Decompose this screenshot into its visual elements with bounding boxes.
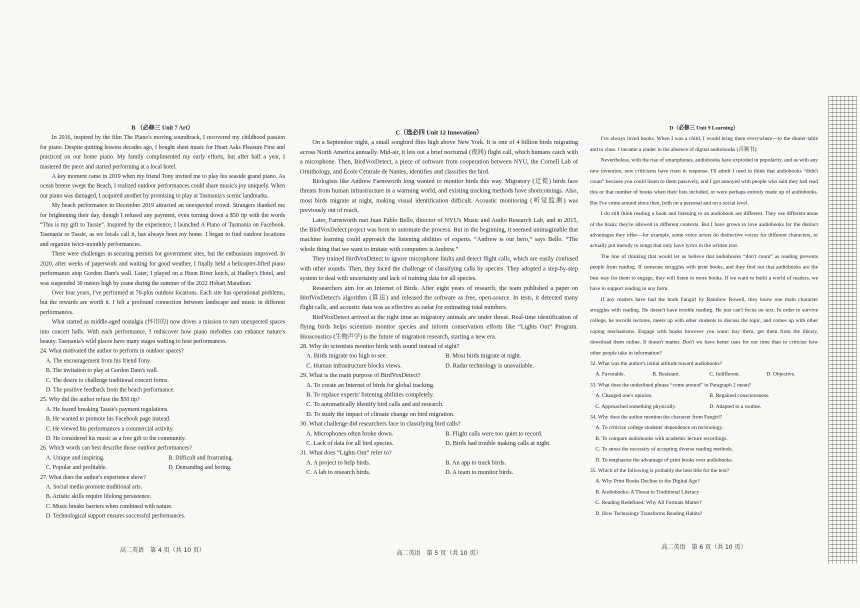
passage-paragraph: They trained BirdVoxDetect to ignore microphone faults and detect flight calls, which are easily confused with other sounds. Then, they faced the challenge of classifying calls by species. They adopted a step-by-step system to deal with uncertainty and lack of training data for all species.	[300, 255, 578, 282]
option-c: C. Human infrastructure blocks views.	[306, 361, 402, 369]
passage-paragraph: On a September night, a small songbird flies high above New York. It is one of 4 billion birds migrating across North America annually. Mid-air, it lets out a brief nocturnal (夜间) flight call, which humans catch with a microphone. Then, BirdVoxDetect, a piece of software from cooperation between NYU, the Cornell Lab of Ornithology, and École Centrale de Nantes, identifies and classifies the bird.	[300, 138, 578, 175]
section-c-heading: C（选必四 Unit 12 Innovation）	[395, 129, 483, 136]
page-footer: 高二英语 第 5 页（共 10 页）	[396, 549, 482, 557]
question-stem: 35. Which of the following is probably the best title for the text?	[590, 467, 730, 474]
option-a: A. A project to help birds.	[306, 458, 371, 466]
option-d: D. He considered his music as a free gift to the community.	[45, 434, 186, 442]
passage-paragraph: In 2016, inspired by the film The Piano's moving soundtrack, I recovered my childhood passion for piano. Despite quitting lessons decades ago, I bought sheet music for Heart Asks Pleasure First and practiced on our home piano. My family complimented my early efforts, but after half a year, I mastered the piece and started performing at a local hotel.	[40, 133, 285, 170]
question-stem: 33. What does the underlined phrase “come around” in Paragraph 2 mean?	[590, 381, 752, 388]
option-b: B. Difficult and frustrating.	[168, 453, 233, 461]
option-c: C. He viewed his performances a commercial activity.	[45, 424, 174, 432]
option-list	[300, 458, 578, 477]
option-a: A. To create an Internet of birds for global tracking.	[306, 381, 435, 389]
section-d-heading: D（必修三 Unit 9 Learning）	[669, 125, 739, 131]
option-b: B. To replace experts' listening abilities completely.	[306, 390, 435, 398]
option-b: B. He wanted to promote his Facebook page instead.	[45, 415, 171, 423]
option-a: A. Why Print Books Decline in the Digital Age?	[595, 478, 700, 485]
passage-paragraph: My beach performance in December 2019 attracted an unexpected crowd. Strangers thanked me for brightening their day, though I refused any payment, even turning down a $50 tip with the words “This is my gift to Tassie”. Inspired by the experience, I launched A Piano of Tasmania on Facebook. Tasmania or Tassie, as we locals call it, has always been my home. I began to find outdoor locations and organize twice-monthly performances.	[40, 201, 285, 248]
page-footer: 高二英语 第 6 页（共 10 页）	[661, 543, 747, 551]
passage-paragraph: A key moment came in 2019 when my friend Tony invited me to play his seaside grand piano. As ocean breeze swept the Beach, I realized outdoor performances could share music's joy uniquely. When our piano was damaged, I acquired another by promising to play at Tasmania's scenic landmarks.	[40, 172, 285, 199]
option-d: D. Objective.	[766, 371, 796, 378]
passage-paragraph: Researchers aim for an Internet of Birds. After eight years of research, the team published a paper on BirdVoxDetect's algorithm (算法) and released the software as free, open-source. In tests, it detected many flight calls, and acoustic data was as effective as radar for estimating total numbers.	[300, 284, 578, 311]
question-33	[590, 380, 818, 412]
option-a: A. The encouragement from his friend Tony.	[45, 356, 152, 364]
question-25	[40, 395, 285, 444]
option-a: A. He feared breaking Tassie's payment regulations.	[45, 405, 169, 413]
passage-paragraph: Over four years, I've performed at 70-plus outdoor locations. Each site has operational problems, but the rewards are worth it. I felt a profound connection between landscape and music in different performances.	[40, 288, 285, 316]
option-list	[40, 482, 285, 521]
option-a: A. Microphones often broke down.	[306, 429, 394, 437]
question-stem: 26. Which words can best describe those outdoor performances?	[40, 444, 193, 452]
question-stem: 28. Why do scientists monitor birds with sound instead of sight?	[300, 342, 460, 350]
passage-paragraph: I do still think reading a book and listening to an audiobook are different. They use different areas of the brain; they're allowed in different contexts. But I have grown to love audiobooks for the distinct advantages they offer—for example, some voice actors do distinctive voices for different characters, or actually put melody to songs that only have lyrics in the written text.	[590, 210, 818, 249]
option-b: B. Audiobooks: A Threat to Traditional Literacy	[595, 488, 700, 495]
option-c: C. A lab to research birds.	[306, 468, 371, 476]
question-29	[300, 371, 578, 420]
option-c: C. Lack of data for all bird species.	[306, 439, 394, 447]
page-6-column	[590, 123, 818, 519]
passage-paragraph: Later, Farnsworth met Juan Pablo Bello, director of NYU's Music and Audio Research Lab, and in 2015, the BirdVoxDetect project was born to automate the process. But in the beginning, it seemed unimaginable that machine learning could approach the listening abilities of experts. “Andrew is our hero,” says Bello. “The whole thing that we want to imitate with computers is Andrew.”	[300, 216, 578, 253]
option-d: D. To study the impact of climate change on bird migration.	[306, 410, 455, 418]
question-stem: 34. Why does the author mention the character from Fangirl?	[590, 413, 723, 420]
option-b: B. Flight calls were too quiet to record.	[445, 429, 543, 437]
option-a: A. To criticize college students' dependence on technology.	[595, 424, 724, 431]
option-list	[300, 351, 578, 370]
option-b: B. The invitation to play at Gordon Dam's wall.	[45, 366, 159, 374]
binding-margin-strip	[828, 96, 857, 564]
option-a: A. Birds migrate too high to see.	[306, 352, 388, 360]
option-list	[590, 391, 818, 412]
option-list	[300, 429, 578, 448]
question-stem: 30. What challenge did researchers face in classifying bird calls?	[300, 420, 461, 428]
option-c: C. Indifferent.	[709, 371, 741, 378]
passage-paragraph: I've always loved books. When I was a child, I would bring them everywhere—to the dinner table and to class. I became a reader in the absence of digital audiobooks (音频书).	[590, 135, 818, 153]
option-c: C. The desire to challenge traditional concert forms.	[45, 376, 169, 384]
option-c: C. To stress the necessity of accepting diverse reading methods.	[595, 446, 733, 453]
option-list	[40, 356, 285, 395]
question-31	[300, 448, 578, 477]
question-35	[590, 466, 818, 520]
option-d: D. Birds had trouble making calls at night.	[445, 439, 551, 447]
option-a: A. Social media promote traditional arts.	[45, 483, 143, 491]
option-b: B. To compare audiobooks with academic lecture recordings.	[595, 435, 728, 442]
option-c: C. Music breaks barriers when combined with nature.	[45, 502, 173, 510]
page-footer: 高二英语 第 4 页（共 10 页）	[119, 546, 206, 554]
question-28	[300, 341, 578, 370]
option-c: C. Reading Redefined: Why All Formats Matter?	[595, 499, 702, 506]
option-list	[40, 404, 285, 443]
question-27	[40, 472, 285, 521]
question-24	[40, 346, 285, 395]
passage-paragraph: What started as middle-aged nostalgia (怀旧的) now drives a mission to turn unexpected spaces into concert halls. With each performance, I rediscover how piano melodies can enhance nature's beauty. Tasmania's wild places have many stages waiting to host performances.	[40, 318, 285, 345]
passage-paragraph: Biologists like Andrew Farnsworth long wanted to monitor birds this way. Migratory (迁徙) birds face threats from human infrastructure in a warming world, and existing tracking methods have shortcomings. Also, most birds migrate at night, making visual identification difficult. Acoustic monitoring (听觉监测) was previously out of reach.	[300, 177, 578, 214]
option-d: D. The positive feedback from the beach performance.	[45, 385, 175, 393]
option-d: D. Radar technology is unavailable.	[445, 361, 534, 369]
option-b: B. Most birds migrate at night.	[445, 352, 522, 360]
option-d: D. How Technology Transforms Reading Habits?	[595, 510, 703, 517]
question-stem: 24. What motivated the author to perform in outdoor spaces?	[40, 347, 184, 355]
option-list	[590, 476, 818, 519]
option-c: C. Popular and profitable.	[45, 463, 107, 471]
question-stem: 29. What is the main purpose of BirdVoxDetect?	[300, 371, 421, 379]
option-d: D. Adapted to a routine.	[709, 403, 762, 410]
option-c: C. To automatically identify bird calls and aid research.	[306, 400, 444, 408]
option-c: C. Approached something physically.	[595, 403, 677, 410]
option-d: D. A team to monitor birds.	[445, 468, 514, 476]
option-b: B. Regained consciousness.	[709, 392, 770, 399]
section-b-heading: B （必修三 Unit 7 Art）	[131, 124, 194, 131]
page-4-column	[40, 123, 285, 521]
option-b: B. Artistic skills require lifelong persistence.	[45, 492, 152, 500]
option-d: D. Technological support ensures successful performances.	[45, 512, 186, 520]
question-34	[590, 412, 818, 466]
question-stem: 32. What was the author's initial attitude toward audiobooks?	[590, 360, 723, 367]
option-list	[590, 423, 818, 466]
passage-paragraph: The line of thinking that would let us believe that audiobooks “don't count” as reading prevents people from reading. If someone struggles with print books, and they find out that audiobooks are the best way for them to engage, they will listen to more books. If we want to build a world of readers, we have to support reading in any form.	[590, 253, 818, 292]
passage-paragraph: BirdVoxDetect arrived at the right time as migratory animals are under threat. Real-time identification of flying birds helps scientists monitor species and inform conservation efforts like “Lights Out” Program. Bioacoustics (生物声学) is the future of migration research, starting a new era.	[300, 313, 578, 340]
page-5-column	[300, 128, 578, 477]
option-b: B. An app to track birds.	[445, 458, 506, 466]
option-d: D. Demanding and boring.	[168, 463, 232, 471]
question-32	[590, 358, 818, 379]
passage-paragraph: If any readers have had the book Fangirl by Rainbow Rowell, they know one main character struggles with reading. He doesn't have trouble reading. He just can't focus on text. In order to survive college, he records lectures, meets up with other students to discuss the topic, and comes up with other coping mechanisms. Engage with books however you want: buy them, get them from the library, download them online. It doesn't matter. Don't we have better uses for our time than to criticize how other people take in information?	[590, 296, 818, 356]
question-30	[300, 419, 578, 448]
question-26	[40, 443, 285, 472]
question-stem: 27. What does the author's experience show?	[40, 473, 146, 481]
option-list	[300, 380, 578, 419]
option-a: A. Unique and inspiring.	[45, 453, 105, 461]
option-list	[40, 453, 285, 472]
option-a: A. Favorable.	[595, 371, 625, 378]
question-stem: 31. What does “Lights Out” refer to?	[300, 449, 392, 457]
question-stem: 25. Why did the author refuse the $50 tip?	[40, 395, 140, 403]
option-b: B. Resistant.	[652, 371, 680, 378]
option-d: D. To emphasize the advantage of print books over audiobooks.	[595, 456, 733, 463]
passage-paragraph: There were challenges in securing permits for government sites, but the enthusiasm improved. In 2020, after weeks of paperwork and waiting for good weather, I finally held a helicopter-lifted piano performance atop Gordon Dam's wall. Later, I played on a Huon River ketch, at Hadley's Hotel, and was suspended 30 meters high by crane during the summer of the 2022 Hobart Marathon.	[40, 250, 285, 287]
option-list	[590, 369, 818, 380]
option-a: A. Changed one's opinion.	[595, 392, 653, 399]
passage-paragraph: Nevertheless, with the rise of smartphones, audiobooks have exploded in popularity, and as with any new invention, new criticisms have risen in response. I'll admit I used to think that audiobooks “didn't count” because you could listen to them passively, and I got annoyed with people who said they had read this or that number of books when their lists included, or were perhaps entirely made up of audiobooks. But I've come around since then, both on a personal and on a social level.	[590, 157, 818, 206]
